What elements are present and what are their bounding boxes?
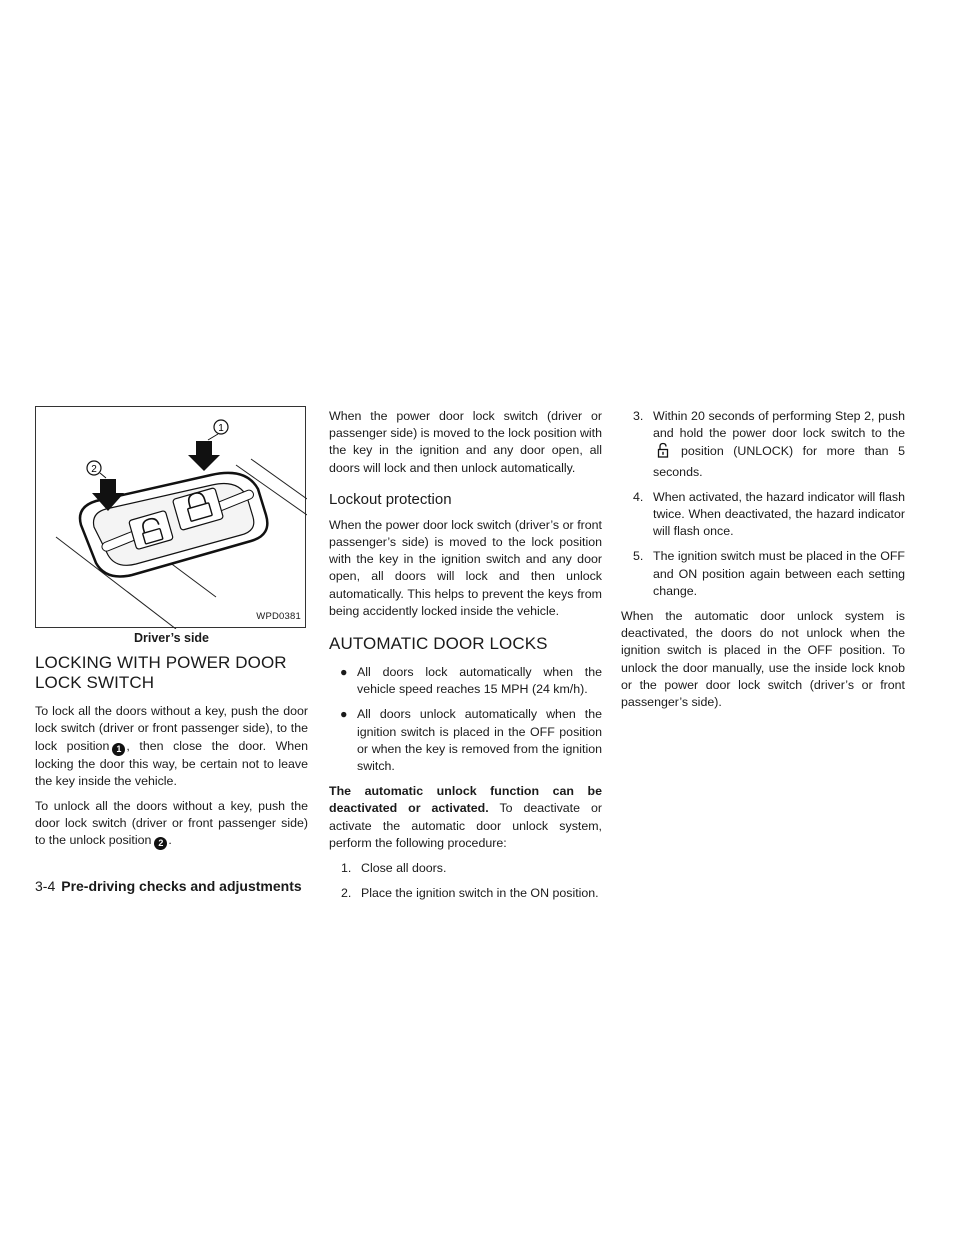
step-text: Close all doors. — [361, 861, 447, 876]
list-item — [621, 548, 905, 600]
figure-caption: Driver’s side — [133, 631, 210, 645]
paragraph-unlock-without-key — [35, 798, 308, 850]
step-text: The ignition switch must be placed in the OFF and ON position again between each setting change. — [653, 549, 905, 598]
door-lock-switch-illustration — [36, 407, 307, 629]
step-number: 2. — [341, 886, 352, 901]
bullet-glyph: ● — [340, 665, 348, 680]
heading-automatic-door-locks: AUTOMATIC DOOR LOCKS — [329, 634, 548, 654]
list-item — [621, 489, 905, 541]
paragraph-lockout-protection: When the power door lock switch (driver’s or front passenger’s side) is moved to the lock position with the key in the ignition switch and any door open, all doors will lock and then unlock automatically. This helps to prevent the keys from being accidently locked inside the vehicle. — [329, 517, 602, 618]
column-3 — [621, 408, 905, 719]
paragraph-deactivated-behavior: When the automatic door unlock system is deactivated, the doors do not unlock when the ignition switch is placed in the OFF position. To unlock the door manually, use the inside lock knob or the power door lock switch (driver’s or front passenger’s side). — [621, 609, 905, 710]
list-item — [329, 706, 602, 775]
step-number: 5. — [633, 549, 644, 564]
callout-1-label: 1 — [218, 423, 224, 434]
callout-2-marker: 2 — [154, 837, 167, 850]
paragraph-text: To unlock all the doors without a key, push the door lock switch (driver or front passenger side) to the unlock position — [35, 799, 308, 848]
step-text: position (UNLOCK) for more than 5 seconds. — [653, 444, 905, 479]
column-1 — [35, 406, 308, 858]
bullet-glyph: ● — [340, 707, 348, 722]
step-text: When activated, the hazard indicator will flash twice. When deactivated, the hazard indicator will flash once. — [653, 489, 905, 539]
paragraph-text: To deactivate or activate the automatic door unlock system, perform the following procedure: — [329, 801, 602, 850]
paragraph-lock-without-key — [35, 703, 308, 790]
procedure-steps-3-5 — [621, 408, 905, 600]
list-item-text: All doors lock automatically when the vehicle speed reaches 15 MPH (24 km/h). — [357, 665, 602, 697]
page-footer — [35, 878, 302, 894]
door-lock-switch-figure — [35, 406, 306, 628]
list-item — [621, 408, 905, 481]
callout-2-label: 2 — [91, 464, 97, 475]
list-item-text: All doors unlock automatically when the ignition switch is placed in the OFF position or when the key is removed from the ignition switch. — [357, 707, 602, 774]
page-number: 3-4 — [35, 878, 56, 894]
callout-1-marker: 1 — [112, 743, 125, 756]
list-item — [329, 860, 602, 877]
column-2 — [329, 408, 602, 910]
list-item — [329, 885, 602, 902]
figure-code: WPD0381 — [256, 610, 301, 622]
paragraph-text: , then close the door. When locking the door this way, be certain not to leave the key inside the vehicle. — [35, 738, 308, 788]
unlock-icon — [657, 442, 669, 463]
step-text: Place the ignition switch in the ON position. — [361, 886, 599, 901]
heading-lockout-protection: Lockout protection — [329, 490, 452, 508]
heading-locking-power-door-lock-switch: LOCKING WITH POWER DOOR LOCK SWITCH — [35, 653, 287, 693]
procedure-steps-1-2 — [329, 860, 602, 902]
automatic-locks-bullets — [329, 664, 602, 775]
step-number: 1. — [341, 861, 352, 876]
paragraph-text: To lock all the doors without a key, push the door lock switch (driver or front passenger side), to the lock position — [35, 704, 308, 753]
step-text: Within 20 seconds of performing Step 2, push and hold the power door lock switch to the — [653, 409, 905, 441]
paragraph-unlock-function — [329, 783, 602, 852]
bold-lead: The automatic unlock function can be deactivated or activated. — [329, 784, 602, 816]
step-number: 4. — [633, 489, 644, 504]
paragraph-power-lock-intro: When the power door lock switch (driver or passenger side) is moved to the lock position with the key in the ignition and any door open, all doors will lock and then unlock automatically. — [329, 409, 602, 475]
paragraph-text: . — [168, 833, 172, 848]
list-item — [329, 664, 602, 698]
step-number: 3. — [633, 409, 644, 423]
section-title: Pre-driving checks and adjustments — [61, 878, 302, 894]
